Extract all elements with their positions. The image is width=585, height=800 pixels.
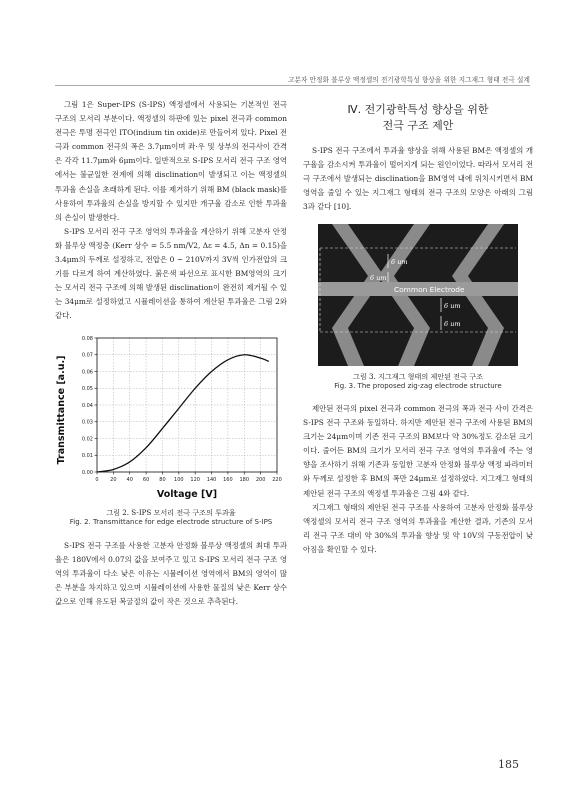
chart-grid — [97, 338, 277, 472]
chart-y-tick-label: 0.08 — [81, 335, 93, 342]
figure-3-caption-en: Fig. 3. The proposed zig-zag electrode structure — [334, 382, 502, 391]
left-paragraph-1: 그림 1은 Super-IPS (S-IPS) 액정셀에서 사용되는 기본적인 전극 구조의 모서리 부분이다. 액정셀의 하판에 있는 pixel 전극과 common 전극은 투명 전극인 ITO(indium tin oxide)로 만들어져 있다. Pixel 전극과 common 전극의 폭은 3.7μm이며 좌·우 및 상부의 전극사이 간격은 각각 11.7μm와 6μm이다. 일반적으로 S-IPS 모서리 전극 구조 영역에서는 불균일한 전계에 의해 disclination이 발생되고 이는 액정셀의 투과율 손실을 초래하게 된다. 이를 제거하기 위해 BM (black mask)를 사용하여 투과율의 손실을 방지할 수 있지만 개구율 감소로 인한 투과율의 손실이 발생한다. — [55, 100, 287, 222]
chart-x-tick-label: 220 — [272, 476, 282, 483]
fig3-label-left: 6 um — [370, 274, 387, 283]
running-header: 고분자 안정화 블루상 액정셀의 전기광학특성 향상을 위한 지그재그 형태 전극 설계 — [288, 76, 530, 84]
figure-3 — [303, 224, 533, 392]
page-number: 185 — [498, 758, 519, 771]
right-paragraph-2: 제안된 전극의 pixel 전극과 common 전극의 폭과 전극 사이 간격은 S-IPS 전극 구조와 동일하다. 하지만 제안된 전극 구조에 사용된 BM의 크기는 24μm이며 기존 전극 구조의 BM보다 약 30%정도 감소된 크기이다. 줄어든 BM의 크기가 모서리 전극 구조 영역의 투과율에 주는 영향을 조사하기 위해 기존과 동일한 고분자 안정화 블루상 액정 파라미터와 두께로 설정한 후 BM의 폭만 24μm로 설정하였다. 지그재그 형태의 제안된 전극 구조의 액정셀 투과율은 그림 4와 같다. — [303, 403, 533, 498]
chart-x-axis-label: Voltage [V] — [156, 488, 218, 500]
figure-2-caption-en: Fig. 2. Transmittance for edge electrode structure of S-IPS — [69, 517, 273, 526]
figure-3-caption — [303, 372, 533, 392]
chart-x-tick-label: 160 — [223, 476, 233, 483]
chart-x-tick-label: 40 — [126, 476, 133, 483]
chart-x-tick-label: 140 — [206, 476, 217, 483]
figure-2-caption-ko: 그림 2. S-IPS 모서리 전극 구조의 투과율 — [106, 507, 236, 517]
chart-x-ticks — [95, 472, 281, 483]
fig3-label-top: 6 um — [391, 258, 408, 267]
right-paragraph-3: 지그재그 형태의 제안된 전극 구조를 사용하여 고분자 안정화 블루상 액정셀의 모서리 전극 구조 영역의 투과율을 계산한 결과, 기존의 모서리 전극 구조 대비 약 30%의 투과율 향상 및 약 10V의 구동전압이 낮아짐을 확인할 수 있다. — [303, 502, 533, 554]
chart-y-tick-label: 0.07 — [81, 352, 93, 359]
left-column — [55, 98, 287, 609]
section-title-line-2: 전극 구조 제안 — [382, 119, 454, 132]
fig3-label-right-1: 6 um — [444, 302, 461, 311]
chart-x-tick-label: 20 — [110, 476, 117, 483]
figure-2 — [55, 330, 287, 528]
chart-y-tick-label: 0.06 — [81, 368, 93, 375]
chart-y-tick-label: 0.03 — [81, 419, 93, 426]
chart-x-tick-label: 120 — [190, 476, 200, 483]
left-paragraph-3: S-IPS 전극 구조를 사용한 고분자 안정화 블루상 액정셀의 최대 투과율은 180V에서 0.07의 값을 보여주고 있고 S-IPS 모서리 전극 구조 영역의 투과율이 다소 낮은 이유는 시뮬레이션 영역에서 BM의 영역이 많은 부분을 차지하고 있으며 시뮬레이션에 사용한 물질의 낮은 Kerr 상수값으로 인해 유도된 복굴절의 값이 작은 것으로 추측된다. — [55, 541, 287, 607]
left-paragraph-2: S-IPS 모서리 전극 구조 영역의 투과율을 계산하기 위해 고분자 안정화 블루상 액정층 (Kerr 상수 = 5.5 nm/V2, Δε = 4.5, Δn = 0.15)을 3.4μm의 두께로 설정하고, 전압은 0 ~ 210V까지 3V씩 인가전압의 크기를 다르게 하여 계산하였다. 붉은색 파선으로 표시한 BM영역의 크기는 모서리 전극 구조에 의해 발생된 disclination이 완전히 제거될 수 있는 34μm로 설정하였고 시뮬레이션을 통하여 계산된 투과율은 그림 2와 같다. — [55, 226, 287, 321]
chart-x-tick-label: 100 — [174, 476, 184, 483]
fig3-label-right-2: 6 um — [444, 320, 461, 329]
chart-series — [97, 354, 269, 471]
transmittance-chart — [55, 330, 287, 502]
right-column — [303, 98, 533, 557]
chart-x-tick-label: 80 — [159, 476, 166, 483]
chart-series-line — [97, 354, 269, 471]
figure-3-caption-ko: 그림 3. 지그재그 형태의 제안된 전극 구조 — [353, 372, 483, 382]
chart-y-tick-label: 0.00 — [81, 469, 93, 476]
chart-y-tick-label: 0.01 — [81, 452, 93, 459]
chart-x-tick-label: 60 — [142, 476, 150, 483]
chart-y-tick-label: 0.04 — [81, 402, 93, 409]
chart-y-ticks — [82, 335, 97, 475]
transmittance-chart-svg — [55, 330, 287, 502]
chart-y-tick-label: 0.05 — [81, 385, 93, 392]
fig3-label-common-electrode: Common Electrode — [394, 285, 465, 295]
zigzag-electrode-diagram — [318, 224, 518, 366]
right-paragraph-1: S-IPS 전극 구조에서 투과율 향상을 위해 사용된 BM은 액정셀의 개구율을 감소시켜 투과율이 떨어지게 되는 원인이었다. 따라서 모서리 전극 구조에서 발생되는 disclination을 BM영역 내에 위치시키면서 BM영역을 줄일 수 있는 지그재그 형태의 전극 구조의 모양은 아래의 그림 3과 같다 [10]. — [303, 146, 533, 212]
section-title-line-1: Ⅳ. 전기광학특성 향상을 위한 — [347, 103, 489, 116]
header-rule — [55, 85, 530, 86]
figure-2-caption — [55, 508, 287, 528]
chart-x-tick-label: 180 — [239, 476, 250, 483]
chart-y-axis-label: Transmittance [a.u.] — [56, 355, 67, 464]
chart-x-tick-label: 200 — [255, 476, 266, 483]
zigzag-electrode-svg — [318, 224, 518, 366]
section-title — [303, 102, 533, 134]
chart-y-tick-label: 0.02 — [81, 435, 93, 442]
chart-x-tick-label: 0 — [95, 476, 99, 483]
